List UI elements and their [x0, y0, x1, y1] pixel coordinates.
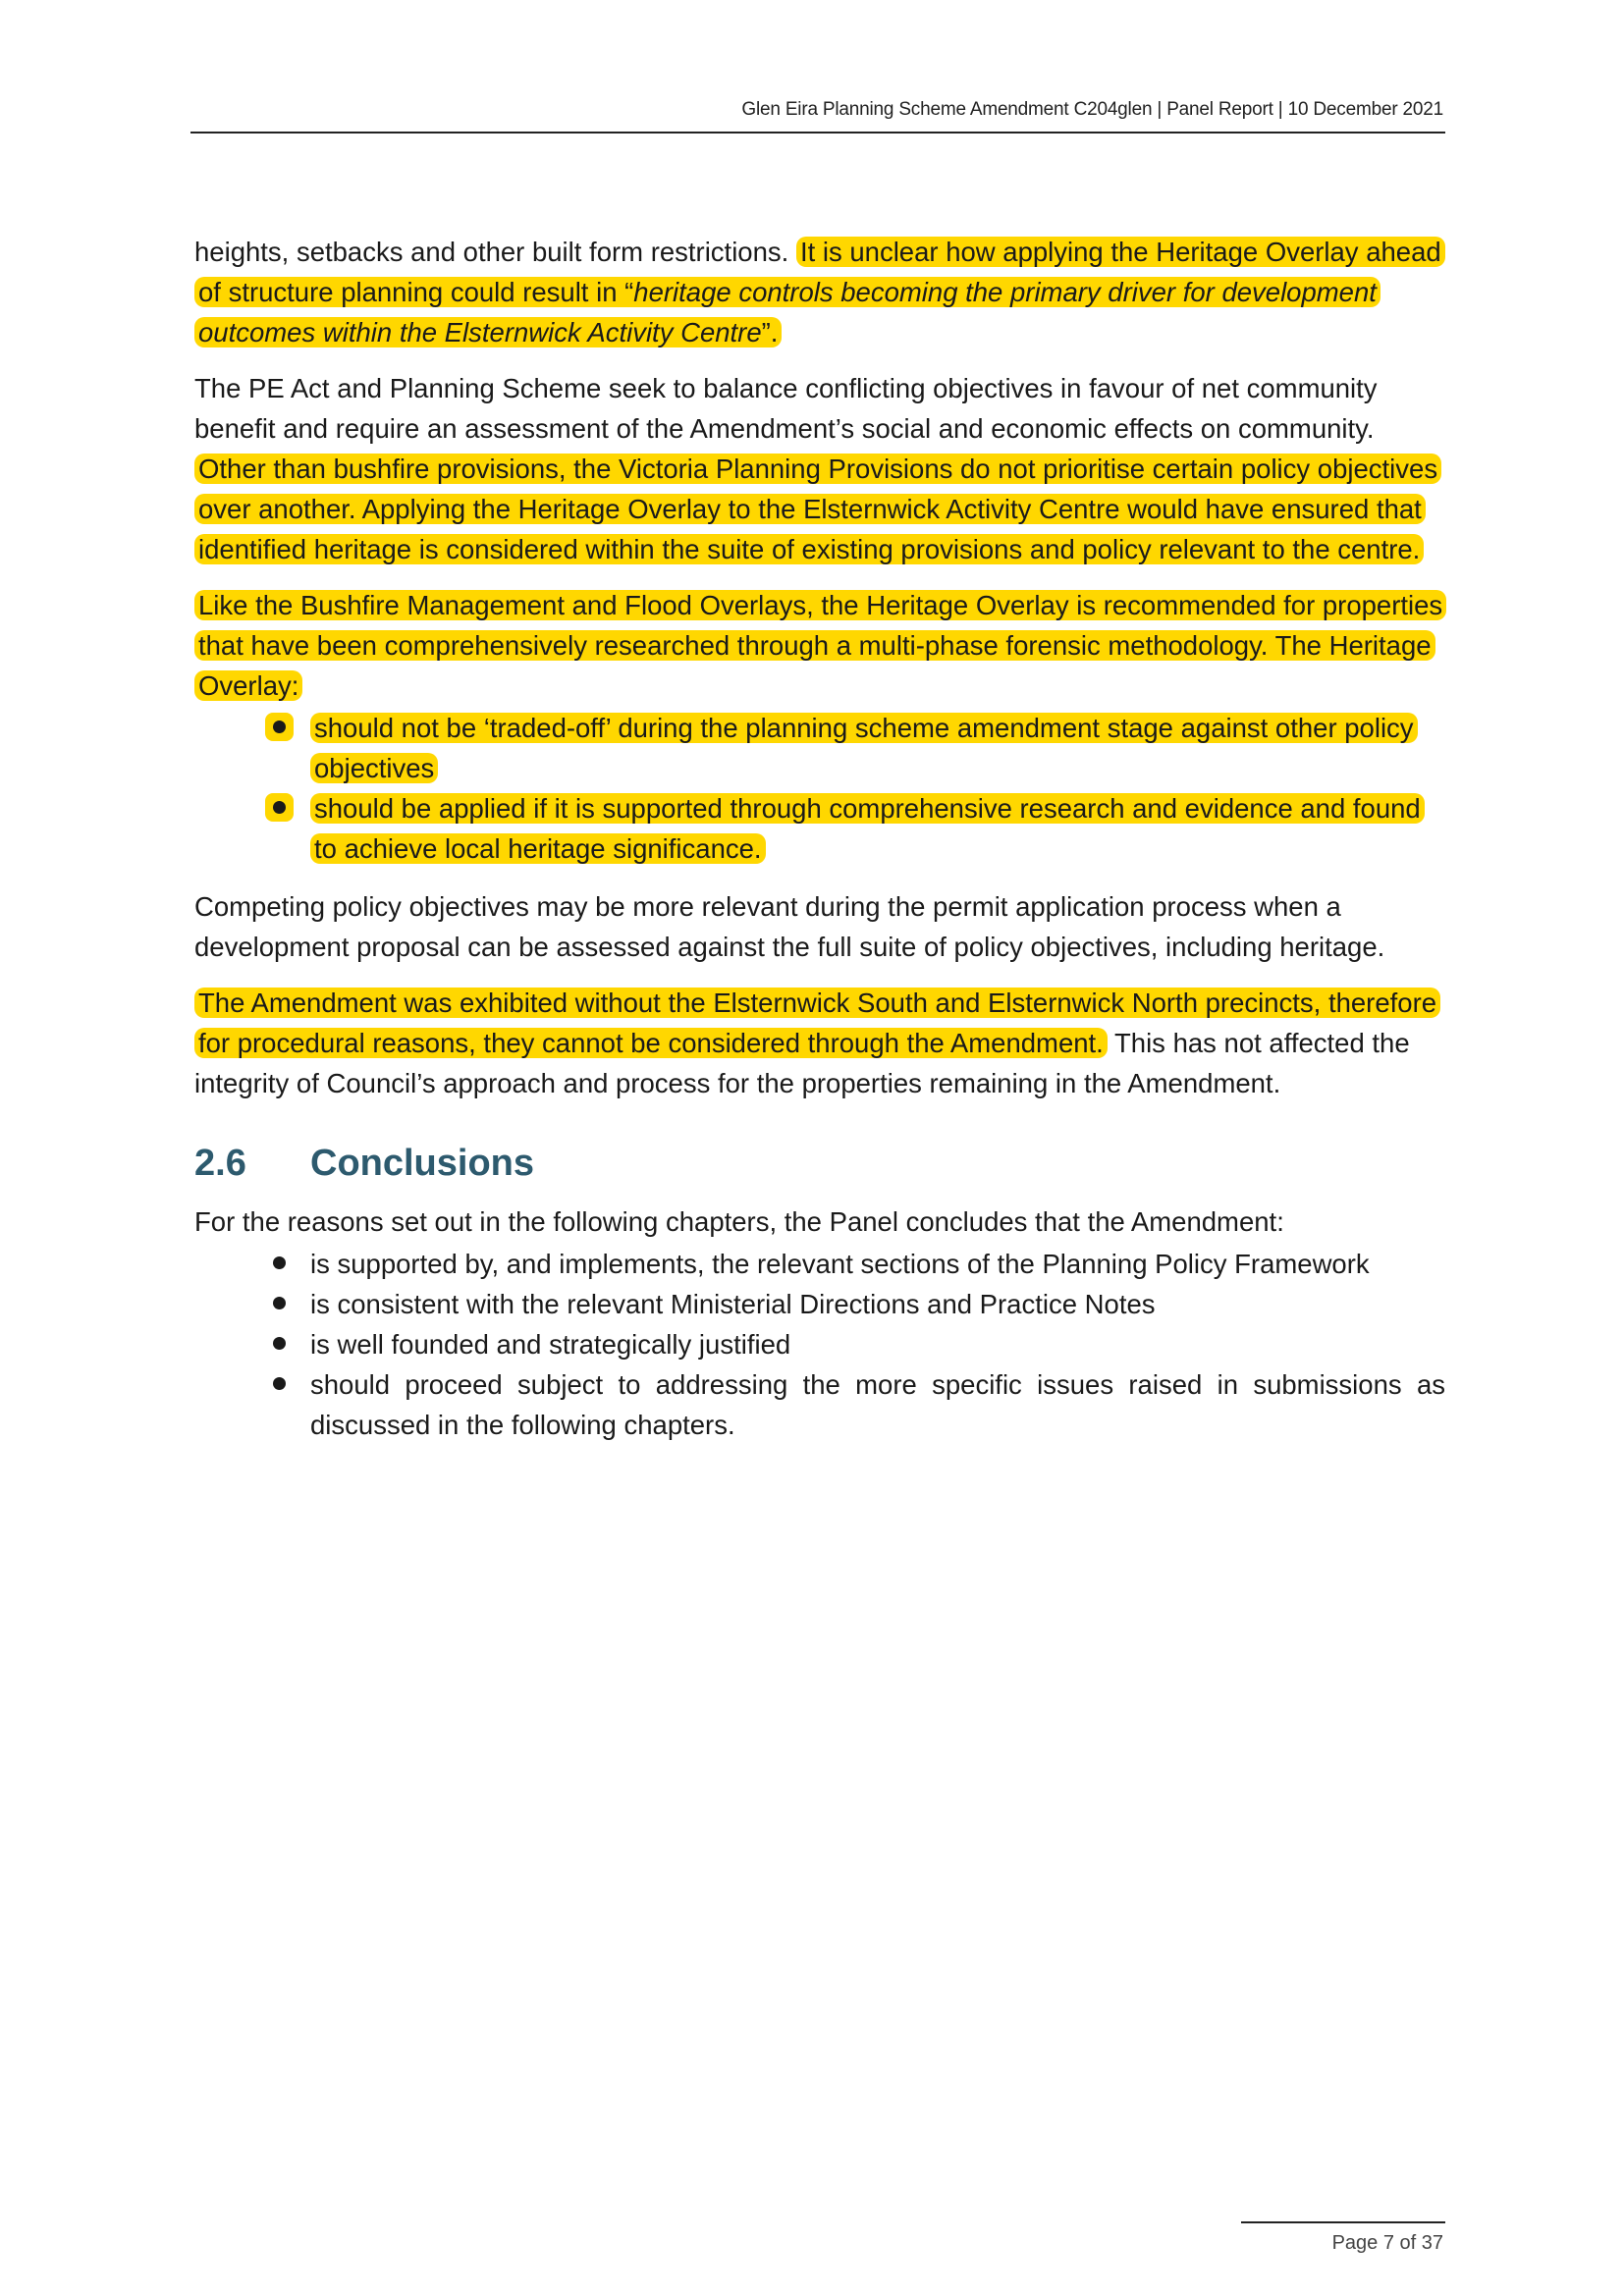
bullet-icon	[273, 1337, 286, 1350]
list-item	[310, 1364, 1445, 1445]
list-item-text: should proceed subject to addressing the more specific issues raised in submissions as discussed in the following chapters.	[310, 1369, 1445, 1440]
highlight: Like the Bushfire Management and Flood Overlays, the Heritage Overlay is recommended for properties that have been comprehensively researched through a multi-phase forensic methodology. The Heritage Overlay:	[194, 590, 1446, 701]
bullet-icon	[273, 1297, 286, 1309]
bullet-icon	[273, 801, 286, 814]
paragraph-rest-text: This has not affected the integrity of Council’s approach and process for the properties remaining in the Amendment.	[194, 1028, 1410, 1098]
quoted-italic-text: heritage controls becoming the primary driver for development outcomes within the Elsternwick Activity Centre	[198, 277, 1377, 347]
highlight: should be applied if it is supported through comprehensive research and evidence and found to achieve local heritage significance.	[310, 793, 1425, 864]
running-header: Glen Eira Planning Scheme Amendment C204glen | Panel Report | 10 December 2021	[741, 99, 1443, 120]
section-title: Conclusions	[310, 1143, 535, 1184]
list-item-text: is consistent with the relevant Ministerial Directions and Practice Notes	[310, 1289, 1156, 1319]
highlight: The Amendment was exhibited without the Elsternwick South and Elsternwick North precincts, therefore for procedural reasons, they cannot be considered through the Amendment.	[194, 988, 1440, 1058]
paragraph-procedural-reasons	[194, 983, 1445, 1103]
heritage-overlay-bullet-list	[194, 708, 1445, 869]
paragraph-lead-text: heights, setbacks and other built form restrictions.	[194, 237, 796, 267]
paragraph-lead-text: The PE Act and Planning Scheme seek to balance conflicting objectives in favour of net community benefit and require an assessment of the Amendment’s social and economic effects on community.	[194, 373, 1378, 444]
list-item-text: is supported by, and implements, the relevant sections of the Planning Policy Framework	[310, 1249, 1370, 1279]
paragraph-pe-act	[194, 368, 1445, 569]
highlight: Other than bushfire provisions, the Victoria Planning Provisions do not prioritise certain policy objectives over another. Applying the Heritage Overlay to the Elsternwick Activity Centre would have ensured that identified heritage is considered within the suite of existing provisions and policy relevant to the centre.	[194, 454, 1441, 564]
section-number: 2.6	[194, 1143, 246, 1184]
paragraph-conclusions-intro: For the reasons set out in the following chapters, the Panel concludes that the Amendment:	[194, 1206, 1284, 1237]
header-rule	[190, 132, 1445, 133]
list-item	[310, 1244, 1445, 1284]
bullet-highlight	[265, 713, 294, 741]
bullet-highlight	[265, 793, 294, 822]
highlight-text: It is unclear how applying the Heritage Overlay ahead of structure planning could result in “	[198, 237, 1441, 307]
paragraph-heritage-controls	[194, 232, 1445, 352]
bullet-icon	[273, 1377, 286, 1390]
highlight-text-end: ”.	[761, 317, 779, 347]
list-item	[310, 1324, 1445, 1364]
footer-rule	[1241, 2221, 1445, 2223]
list-item-text: is well founded and strategically justified	[310, 1329, 791, 1360]
paragraph-competing-objectives: Competing policy objectives may be more relevant during the permit application process when a development proposal can be assessed against the full suite of policy objectives, including heritage.	[194, 891, 1385, 962]
paragraph-bushfire-overlays	[194, 585, 1445, 706]
bullet-icon	[273, 721, 286, 733]
conclusions-bullet-list	[194, 1244, 1445, 1445]
bullet-icon	[273, 1256, 286, 1269]
list-item	[310, 708, 1445, 788]
page-number: Page 7 of 37	[1331, 2232, 1443, 2254]
list-item	[310, 788, 1445, 869]
page-body	[194, 232, 1445, 1463]
highlight: should not be ‘traded-off’ during the planning scheme amendment stage against other policy objectives	[310, 713, 1418, 783]
section-heading	[194, 1139, 1445, 1188]
list-item	[310, 1284, 1445, 1324]
